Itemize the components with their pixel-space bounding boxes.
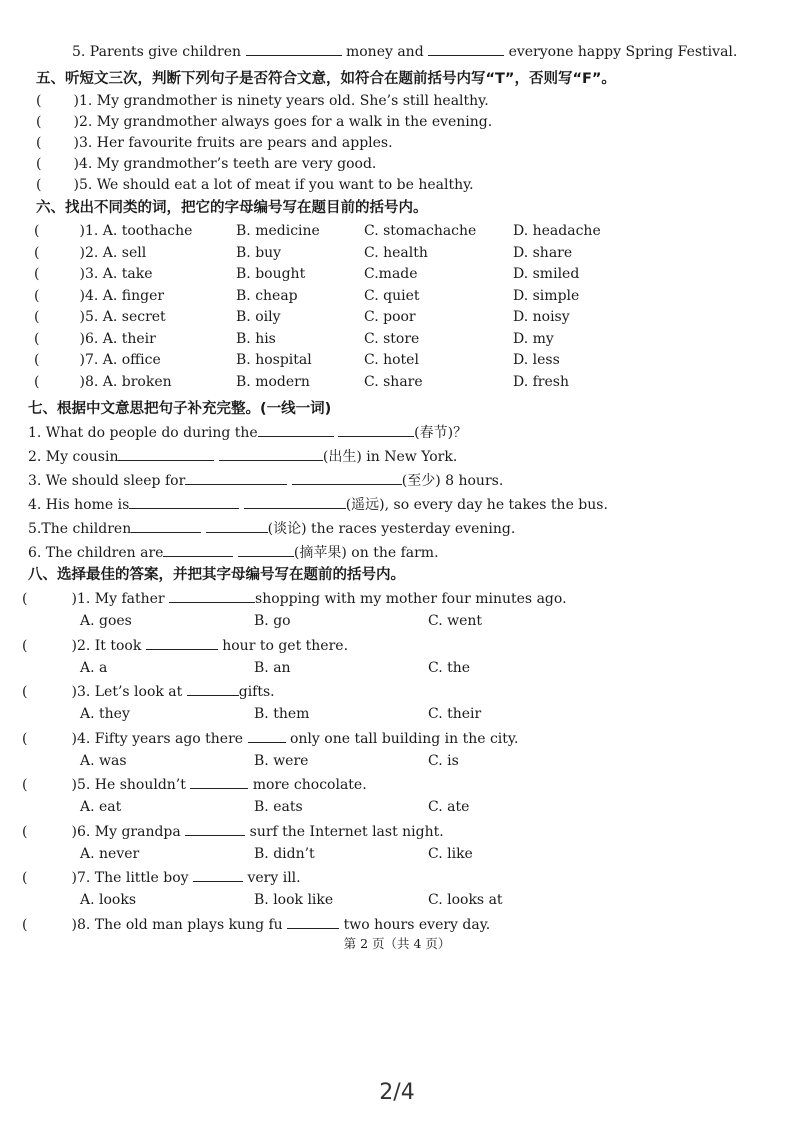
option-a: 7. A. office [84,352,161,368]
option-a: 1. A. toothache [84,223,193,239]
odd-one-out-item [34,244,146,262]
choice-a[interactable]: A. a [80,659,108,676]
answer-paren-close: ) [79,244,85,261]
sentence-start: 5.The children [28,521,132,537]
option-a: 5. A. secret [84,309,166,325]
page-indicator: 2/4 [379,1080,415,1105]
question-start: 1. My father [76,591,165,607]
option-b: B. modern [236,373,310,390]
true-false-item [36,113,492,131]
answer-paren-open: ( [22,637,28,654]
answer-paren-close: ) [73,156,79,172]
item-text: 5. We should eat a lot of meat if you want to be healthy. [78,177,474,193]
choice-b[interactable]: B. eats [254,799,303,815]
answer-paren-close: ) [71,730,77,747]
chinese-hint: (谈论) [267,521,307,537]
chinese-hint: (遥远) [345,497,385,513]
answer-blank[interactable] [292,471,402,485]
answer-paren-close: ) [73,135,79,151]
choice-c[interactable]: C. looks at [428,892,503,908]
answer-paren-close: ) [71,637,77,654]
section-5-title: 五、听短文三次，判断下列句子是否符合文意，如符合在题前括号内写“T”，否则写“F”。 [36,71,616,87]
answer-paren-close: ) [79,330,85,347]
answer-paren-close: ) [71,591,77,607]
option-c: C. store [364,330,420,347]
question-end: hour to get there. [217,637,349,654]
option-b: B. bought [236,266,306,282]
option-c: C. poor [364,309,416,325]
choice-c[interactable]: C. ate [428,799,470,815]
true-false-item [36,155,376,173]
answer-blank[interactable] [131,519,201,533]
fill-sentence-item [28,495,608,514]
question-start: 6. My grandpa [76,823,181,840]
answer-blank[interactable] [244,495,346,509]
option-a: 2. A. sell [84,244,147,261]
option-a: 8. A. broken [84,373,172,390]
answer-paren-close: ) [79,309,85,325]
answer-blank[interactable] [287,915,339,929]
option-b: B. hospital [236,352,312,368]
answer-paren-open: ( [34,266,40,282]
sentence-end: in New York. [361,449,458,465]
answer-paren-open: ( [22,591,28,607]
answer-paren-open: ( [34,287,40,304]
option-d: D. noisy [513,309,570,325]
answer-blank[interactable] [428,42,504,56]
chinese-hint: (出生) [322,449,362,465]
choice-c[interactable]: C. like [428,845,473,862]
odd-one-out-item [34,351,161,369]
answer-paren-close: ) [71,870,77,886]
choice-b[interactable]: B. were [254,752,309,769]
sentence-start: 6. The children are [28,545,164,561]
answer-blank[interactable] [258,423,334,437]
option-b: B. medicine [236,223,320,239]
option-d: D. simple [513,287,580,304]
multiple-choice-item [22,868,301,887]
option-c: C. hotel [364,352,419,368]
answer-paren-close: ) [79,287,85,304]
option-c: C.made [364,266,418,282]
chinese-hint: (春节)？ [414,425,468,441]
choice-c[interactable]: C. went [428,613,483,629]
answer-paren-open: ( [36,114,42,130]
multiple-choice-item [22,915,490,934]
answer-paren-close: ) [71,684,77,700]
answer-paren-open: ( [36,93,42,109]
answer-blank[interactable] [246,42,342,56]
answer-paren-open: ( [34,309,40,325]
answer-paren-close: ) [73,114,79,130]
answer-blank[interactable] [338,423,414,437]
option-b: B. oily [236,309,281,325]
answer-blank[interactable] [185,822,245,836]
answer-paren-open: ( [34,373,40,390]
answer-blank[interactable] [185,471,287,485]
item-text: 3. Her favourite fruits are pears and apples. [78,135,393,151]
answer-blank[interactable] [190,775,248,789]
option-c: C. share [364,373,423,390]
sentence-end: , so every day he takes the bus. [384,497,608,513]
answer-paren-close: ) [73,93,79,109]
choice-b[interactable]: B. an [254,659,291,676]
multiple-choice-item [22,822,444,841]
odd-one-out-item [34,265,153,283]
answer-paren-open: ( [34,244,40,261]
answer-paren-open: ( [22,870,28,886]
item-text: 2. My grandmother always goes for a walk in the evening. [78,114,493,130]
odd-one-out-item [34,287,164,305]
answer-paren-open: ( [36,135,42,151]
answer-blank[interactable] [193,868,243,882]
answer-paren-open: ( [22,823,28,840]
option-b: B. buy [236,244,282,261]
answer-paren-close: ) [79,266,85,282]
choice-b[interactable]: B. look like [254,892,334,908]
answer-blank[interactable] [238,543,294,557]
chinese-hint: (摘苹果) [293,545,347,561]
answer-blank[interactable] [187,682,239,696]
answer-paren-close: ) [71,916,77,933]
option-c: C. health [364,244,428,261]
fill-sentence-item [28,471,503,490]
section-8-title: 八、选择最佳的答案，并把其字母编号写在题前的括号内。 [28,567,405,583]
choice-c[interactable]: C. their [428,706,482,722]
chinese-hint: (至少) [401,473,441,489]
answer-paren-close: ) [71,777,77,793]
answer-blank[interactable] [206,519,268,533]
choice-a[interactable]: A. looks [80,892,137,908]
odd-one-out-item [34,373,172,391]
option-a: 3. A. take [84,266,153,282]
true-false-item [36,176,474,194]
question-end: shopping with my mother four minutes ago. [255,591,567,607]
sentence-end: 8 hours. [440,473,504,489]
answer-paren-open: ( [34,223,40,239]
fill-sentence-item [28,543,439,562]
option-b: B. his [236,330,276,347]
answer-paren-open: ( [36,156,42,172]
choice-a[interactable]: A. eat [80,799,122,815]
answer-blank[interactable] [219,447,323,461]
q5-fill-line: 5. Parents give children money and everyone happy Spring Festival. [72,44,738,60]
true-false-item [36,92,489,110]
choice-a[interactable]: A. was [80,752,127,769]
question-end: surf the Internet last night. [245,823,444,840]
question-start: 5. He shouldn’t [76,777,186,793]
multiple-choice-item [22,682,275,701]
option-d: D. fresh [513,373,569,390]
answer-blank[interactable] [129,495,239,509]
page-footer: 第 2 页（共 4 页） [343,936,451,951]
section-6-title: 六、找出不同类的词，把它的字母编号写在题目前的括号内。 [36,200,428,216]
multiple-choice-item [22,729,518,748]
question-end: more chocolate. [248,777,367,793]
multiple-choice-item [22,775,367,794]
answer-blank[interactable] [163,543,233,557]
option-d: D. share [513,244,573,261]
answer-paren-open: ( [22,684,28,700]
question-end: gifts. [238,684,275,700]
true-false-item [36,134,393,152]
question-end: two hours every day. [339,916,491,933]
choice-c[interactable]: C. is [428,752,459,769]
answer-paren-close: ) [79,373,85,390]
odd-one-out-item [34,308,166,326]
question-start: 8. The old man plays kung fu [76,916,283,933]
sentence-start: 2. My cousin [28,449,119,465]
question-start: 4. Fifty years ago there [76,730,244,747]
sentence-end: on the farm. [346,545,439,561]
item-text: 4. My grandmother’s teeth are very good. [78,156,377,172]
choice-a[interactable]: A. never [80,845,140,862]
answer-paren-close: ) [79,223,85,239]
multiple-choice-item [22,589,567,608]
choice-b[interactable]: B. go [254,613,291,629]
item-text: 1. My grandmother is ninety years old. She’s still healthy. [78,93,489,109]
question-start: 3. Let’s look at [76,684,183,700]
answer-paren-open: ( [22,777,28,793]
question-start: 7. The little boy [76,870,189,886]
section-7-title: 七、根据中文意思把句子补充完整。(一线一词) [28,401,332,417]
answer-paren-close: ) [79,352,85,368]
answer-paren-open: ( [34,330,40,347]
fill-sentence-item [28,447,457,466]
answer-paren-open: ( [34,352,40,368]
option-d: D. headache [513,223,601,239]
choice-b[interactable]: B. didn’t [254,845,315,862]
odd-one-out-item [34,330,156,348]
option-a: 6. A. their [84,330,156,347]
answer-blank[interactable] [118,447,214,461]
option-d: D. less [513,352,560,368]
answer-paren-open: ( [22,916,28,933]
fill-sentence-item [28,423,467,442]
fill-sentence-item [28,519,515,538]
option-b: B. cheap [236,287,298,304]
option-d: D. my [513,330,554,347]
answer-paren-close: ) [71,823,77,840]
sentence-start: 4. His home is [28,497,130,513]
question-end: very ill. [243,870,301,886]
choice-a[interactable]: A. goes [80,613,132,629]
multiple-choice-item [22,636,348,655]
choice-b[interactable]: B. them [254,706,310,722]
option-d: D. smiled [513,266,580,282]
answer-blank[interactable] [146,636,218,650]
sentence-end: the races yesterday evening. [306,521,516,537]
choice-c[interactable]: C. the [428,659,471,676]
option-c: C. stomachache [364,223,477,239]
answer-paren-open: ( [36,177,42,193]
option-c: C. quiet [364,287,420,304]
option-a: 4. A. finger [84,287,165,304]
answer-blank[interactable] [169,589,255,603]
question-start: 2. It took [76,637,142,654]
sentence-start: 3. We should sleep for [28,473,186,489]
odd-one-out-item [34,222,192,240]
choice-a[interactable]: A. they [80,706,130,722]
answer-blank[interactable] [248,729,286,743]
sentence-start: 1. What do people do during the [28,425,258,441]
question-end: only one tall building in the city. [285,730,519,747]
answer-paren-close: ) [73,177,79,193]
answer-paren-open: ( [22,730,28,747]
